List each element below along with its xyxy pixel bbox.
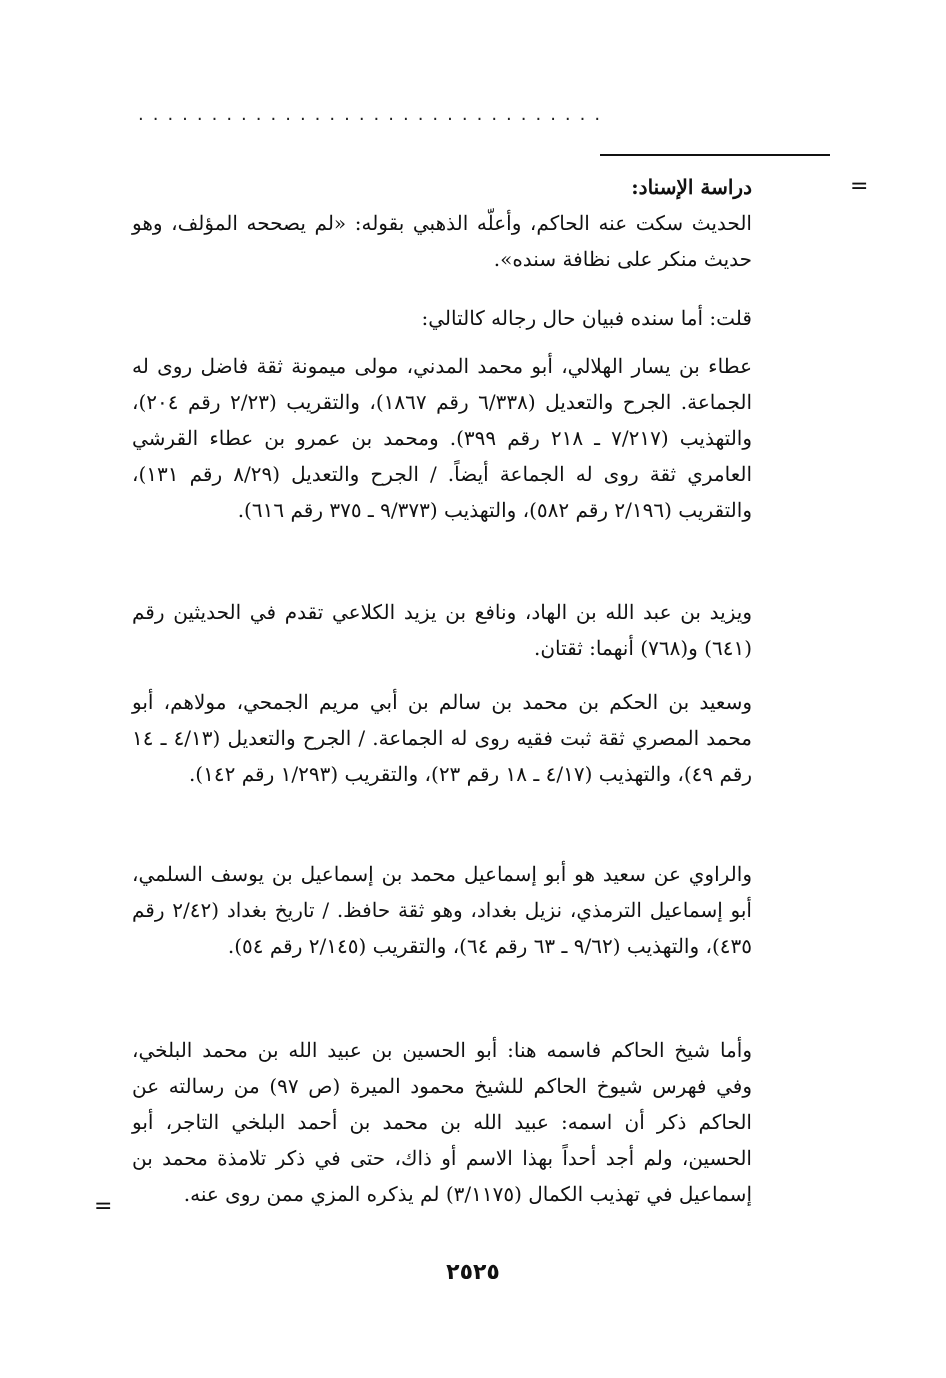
section-heading: دراسة الإسناد: bbox=[631, 175, 752, 199]
heading-rule bbox=[600, 154, 830, 156]
isnad-section-intro bbox=[132, 169, 752, 277]
shaykh-block bbox=[132, 1032, 752, 1212]
continuation-marker-top: = bbox=[850, 174, 869, 199]
ata-paragraph: عطاء بن يسار الهلالي، أبو محمد المدني، مولى ميمونة ثقة فاضل روى له الجماعة. الجرح والتعديل (٦/٣٣٨ رقم ١٨٦٧)، والتقريب (٢/٢٣ رقم ٢٠٤)، والتهذيب (٧/٢١٧ ـ ٢١٨ رقم ٣٩٩). ومحمد بن عمرو بن عطاء القرشي العامري ثقة روى له الجماعة أيضاً. / الجرح والتعديل (٨/٢٩ رقم ١٣١)، والتقريب (٢/١٩٦ رقم ٥٨٢)، والتهذيب (٩/٣٧٣ ـ ٣٧٥ رقم ٦١٦). bbox=[132, 354, 753, 522]
shaykh-paragraph: وأما شيخ الحاكم فاسمه هنا: أبو الحسين بن عبيد الله بن محمد البلخي، وفي فهرس شيوخ الحاكم للشيخ محمود الميرة (ص ٩٧) من رسالته عن الحاكم ذكر أن اسمه: عبيد الله بن محمد بن أحمد البلخي التاجر، أبو الحسين، ولم أجد أحداً بهذا الاسم أو ذاك، حتى في ذكر تلامذة محمد بن إسماعيل في تهذيب الكمال (٣/١١٧٥) لم يذكره المزي ممن روى عنه. bbox=[132, 1038, 752, 1206]
rawi-block bbox=[132, 856, 752, 964]
yazid-block bbox=[132, 594, 752, 666]
ata-block bbox=[132, 348, 752, 528]
qult-paragraph: قلت: أما سنده فبيان حال رجاله كالتالي: bbox=[421, 306, 752, 330]
qult-block bbox=[132, 300, 752, 336]
said-block bbox=[132, 684, 752, 792]
yazid-paragraph: ويزيد بن عبد الله بن الهاد، ونافع بن يزيد الكلاعي تقدم في الحديثين رقم (٦٤١) و(٧٦٨) أنهما: ثقتان. bbox=[132, 600, 752, 660]
top-dotted-separator: ................................ bbox=[138, 104, 610, 125]
intro-paragraph: الحديث سكت عنه الحاكم، وأعلّه الذهبي بقوله: «لم يصححه المؤلف، وهو حديث منكر على نظافة سنده». bbox=[132, 211, 752, 271]
page-number: ٢٥٢٥ bbox=[446, 1260, 500, 1285]
continuation-marker-bottom: = bbox=[94, 1194, 113, 1219]
rawi-paragraph: والراوي عن سعيد هو أبو إسماعيل محمد بن إسماعيل بن يوسف السلمي، أبو إسماعيل الترمذي، نزيل بغداد، وهو ثقة حافظ. / تاريخ بغداد (٢/٤٢ رقم ٤٣٥)، والتهذيب (٩/٦٢ ـ ٦٣ رقم ٦٤)، والتقريب (٢/١٤٥ رقم ٥٤). bbox=[132, 862, 752, 958]
said-paragraph: وسعيد بن الحكم بن محمد بن سالم بن أبي مريم الجمحي، مولاهم، أبو محمد المصري ثقة ثبت فقيه روى له الجماعة. / الجرح والتعديل (٤/١٣ ـ ١٤ رقم ٤٩)، والتهذيب (٤/١٧ ـ ١٨ رقم ٢٣)، والتقريب (١/٢٩٣ رقم ١٤٢). bbox=[132, 690, 752, 786]
